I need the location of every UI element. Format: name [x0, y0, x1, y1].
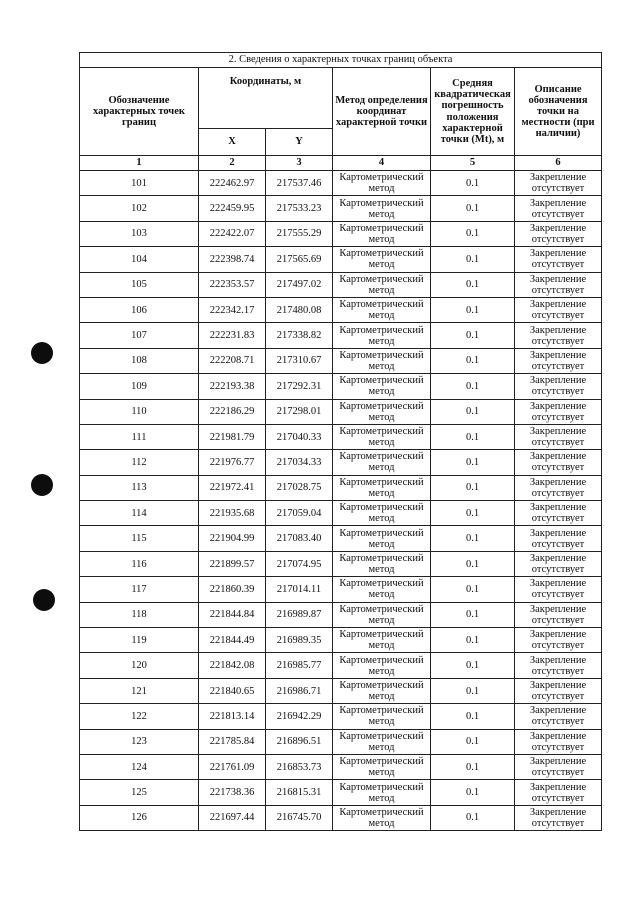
- cell-error: 0.1: [431, 424, 515, 449]
- cell-point: 110: [80, 399, 199, 424]
- cell-description: Закрепление отсутствует: [515, 272, 602, 297]
- cell-description: Закрепление отсутствует: [515, 805, 602, 830]
- cell-point: 101: [80, 171, 199, 196]
- cell-x: 222459.95: [199, 196, 266, 221]
- cell-y: 217028.75: [266, 475, 333, 500]
- cell-error: 0.1: [431, 399, 515, 424]
- table-row: [80, 704, 602, 729]
- cell-point: 114: [80, 501, 199, 526]
- cell-y: 216942.29: [266, 704, 333, 729]
- header-method: Метод определения координат характерной точки: [333, 68, 431, 156]
- cell-method: Картометрический метод: [333, 221, 431, 246]
- cell-y: 217298.01: [266, 399, 333, 424]
- cell-y: 216985.77: [266, 653, 333, 678]
- cell-method: Картометрический метод: [333, 729, 431, 754]
- cell-point: 116: [80, 551, 199, 576]
- header-description: Описание обозначения точки на местности (при наличии): [515, 68, 602, 156]
- cell-point: 106: [80, 297, 199, 322]
- cell-y: 217040.33: [266, 424, 333, 449]
- cell-description: Закрепление отсутствует: [515, 602, 602, 627]
- cell-point: 105: [80, 272, 199, 297]
- cell-point: 126: [80, 805, 199, 830]
- table-row: [80, 272, 602, 297]
- cell-y: 217014.11: [266, 577, 333, 602]
- cell-error: 0.1: [431, 729, 515, 754]
- cell-x: 221844.84: [199, 602, 266, 627]
- cell-description: Закрепление отсутствует: [515, 704, 602, 729]
- table-row: [80, 501, 602, 526]
- cell-y: 217074.95: [266, 551, 333, 576]
- cell-y: 217497.02: [266, 272, 333, 297]
- cell-description: Закрепление отсутствует: [515, 221, 602, 246]
- column-number: 6: [515, 156, 602, 171]
- cell-point: 108: [80, 348, 199, 373]
- cell-error: 0.1: [431, 805, 515, 830]
- cell-error: 0.1: [431, 526, 515, 551]
- cell-y: 216986.71: [266, 678, 333, 703]
- cell-description: Закрепление отсутствует: [515, 475, 602, 500]
- cell-description: Закрепление отсутствует: [515, 399, 602, 424]
- table-row: [80, 551, 602, 576]
- cell-y: 217034.33: [266, 450, 333, 475]
- cell-point: 121: [80, 678, 199, 703]
- cell-x: 222398.74: [199, 247, 266, 272]
- cell-point: 123: [80, 729, 199, 754]
- punch-hole: [33, 589, 55, 611]
- cell-point: 122: [80, 704, 199, 729]
- cell-point: 120: [80, 653, 199, 678]
- cell-error: 0.1: [431, 247, 515, 272]
- table-row: [80, 374, 602, 399]
- cell-x: 222208.71: [199, 348, 266, 373]
- cell-method: Картометрический метод: [333, 475, 431, 500]
- header-y: Y: [266, 129, 333, 156]
- punch-hole: [31, 474, 53, 496]
- cell-error: 0.1: [431, 323, 515, 348]
- cell-error: 0.1: [431, 577, 515, 602]
- cell-error: 0.1: [431, 221, 515, 246]
- section-caption: 2. Сведения о характерных точках границ объекта: [80, 53, 602, 68]
- cell-x: 221935.68: [199, 501, 266, 526]
- cell-description: Закрепление отсутствует: [515, 678, 602, 703]
- column-number: 4: [333, 156, 431, 171]
- cell-description: Закрепление отсутствует: [515, 171, 602, 196]
- cell-y: 216853.73: [266, 754, 333, 779]
- cell-method: Картометрический метод: [333, 526, 431, 551]
- cell-x: 222342.17: [199, 297, 266, 322]
- cell-y: 217533.23: [266, 196, 333, 221]
- cell-description: Закрепление отсутствует: [515, 424, 602, 449]
- cell-error: 0.1: [431, 196, 515, 221]
- table-row: [80, 196, 602, 221]
- cell-method: Картометрический метод: [333, 780, 431, 805]
- table-row: [80, 653, 602, 678]
- column-number: 1: [80, 156, 199, 171]
- cell-method: Картометрический метод: [333, 450, 431, 475]
- table-row: [80, 628, 602, 653]
- table-row: [80, 805, 602, 830]
- cell-method: Картометрический метод: [333, 348, 431, 373]
- cell-point: 112: [80, 450, 199, 475]
- table-row: [80, 678, 602, 703]
- table-row: [80, 348, 602, 373]
- table-row: [80, 526, 602, 551]
- cell-y: 217059.04: [266, 501, 333, 526]
- header-point: Обозначение характерных точек границ: [80, 68, 199, 156]
- cell-error: 0.1: [431, 653, 515, 678]
- column-number: 2: [199, 156, 266, 171]
- cell-x: 221844.49: [199, 628, 266, 653]
- cell-x: 222353.57: [199, 272, 266, 297]
- table-row: [80, 450, 602, 475]
- cell-y: 217537.46: [266, 171, 333, 196]
- table-row: [80, 754, 602, 779]
- cell-error: 0.1: [431, 272, 515, 297]
- punch-hole: [31, 342, 53, 364]
- cell-point: 115: [80, 526, 199, 551]
- cell-y: 217292.31: [266, 374, 333, 399]
- cell-error: 0.1: [431, 780, 515, 805]
- cell-point: 119: [80, 628, 199, 653]
- cell-error: 0.1: [431, 501, 515, 526]
- cell-description: Закрепление отсутствует: [515, 526, 602, 551]
- cell-y: 217310.67: [266, 348, 333, 373]
- cell-y: 217480.08: [266, 297, 333, 322]
- cell-point: 113: [80, 475, 199, 500]
- cell-x: 222462.97: [199, 171, 266, 196]
- cell-description: Закрепление отсутствует: [515, 754, 602, 779]
- cell-point: 103: [80, 221, 199, 246]
- cell-method: Картометрический метод: [333, 754, 431, 779]
- cell-y: 217565.69: [266, 247, 333, 272]
- cell-description: Закрепление отсутствует: [515, 577, 602, 602]
- header-coordinates: Координаты, м: [199, 68, 333, 129]
- cell-x: 221976.77: [199, 450, 266, 475]
- cell-point: 124: [80, 754, 199, 779]
- table-row: [80, 475, 602, 500]
- cell-x: 222231.83: [199, 323, 266, 348]
- cell-error: 0.1: [431, 678, 515, 703]
- column-number: 5: [431, 156, 515, 171]
- table-row: [80, 780, 602, 805]
- cell-y: 216989.35: [266, 628, 333, 653]
- cell-point: 104: [80, 247, 199, 272]
- header-error: Средняя квадратическая погрешность положения характерной точки (Mt), м: [431, 68, 515, 156]
- cell-description: Закрепление отсутствует: [515, 450, 602, 475]
- cell-description: Закрепление отсутствует: [515, 501, 602, 526]
- cell-description: Закрепление отсутствует: [515, 628, 602, 653]
- cell-method: Картометрический метод: [333, 424, 431, 449]
- cell-y: 216896.51: [266, 729, 333, 754]
- cell-point: 107: [80, 323, 199, 348]
- cell-description: Закрепление отсутствует: [515, 729, 602, 754]
- table-row: [80, 221, 602, 246]
- table-row: [80, 247, 602, 272]
- table-row: [80, 577, 602, 602]
- cell-y: 217555.29: [266, 221, 333, 246]
- table-row: [80, 171, 602, 196]
- cell-error: 0.1: [431, 374, 515, 399]
- cell-point: 102: [80, 196, 199, 221]
- header-x: X: [199, 129, 266, 156]
- cell-description: Закрепление отсутствует: [515, 551, 602, 576]
- cell-x: 222186.29: [199, 399, 266, 424]
- column-number: 3: [266, 156, 333, 171]
- cell-method: Картометрический метод: [333, 501, 431, 526]
- cell-description: Закрепление отсутствует: [515, 196, 602, 221]
- cell-method: Картометрический метод: [333, 247, 431, 272]
- cell-method: Картометрический метод: [333, 272, 431, 297]
- cell-method: Картометрический метод: [333, 399, 431, 424]
- cell-x: 221972.41: [199, 475, 266, 500]
- cell-error: 0.1: [431, 551, 515, 576]
- cell-point: 117: [80, 577, 199, 602]
- cell-description: Закрепление отсутствует: [515, 297, 602, 322]
- cell-method: Картометрический метод: [333, 602, 431, 627]
- cell-x: 221813.14: [199, 704, 266, 729]
- cell-error: 0.1: [431, 171, 515, 196]
- cell-x: 221761.09: [199, 754, 266, 779]
- table-row: [80, 729, 602, 754]
- table-row: [80, 424, 602, 449]
- cell-method: Картометрический метод: [333, 577, 431, 602]
- cell-x: 221697.44: [199, 805, 266, 830]
- cell-error: 0.1: [431, 297, 515, 322]
- cell-method: Картометрический метод: [333, 551, 431, 576]
- cell-description: Закрепление отсутствует: [515, 323, 602, 348]
- cell-y: 217338.82: [266, 323, 333, 348]
- cell-error: 0.1: [431, 602, 515, 627]
- cell-method: Картометрический метод: [333, 171, 431, 196]
- cell-method: Картометрический метод: [333, 323, 431, 348]
- cell-x: 221899.57: [199, 551, 266, 576]
- table-row: [80, 399, 602, 424]
- table-row: [80, 602, 602, 627]
- cell-method: Картометрический метод: [333, 805, 431, 830]
- cell-description: Закрепление отсутствует: [515, 653, 602, 678]
- cell-method: Картометрический метод: [333, 628, 431, 653]
- cell-x: 221981.79: [199, 424, 266, 449]
- cell-x: 221904.99: [199, 526, 266, 551]
- cell-x: 221738.36: [199, 780, 266, 805]
- cell-description: Закрепление отсутствует: [515, 348, 602, 373]
- cell-description: Закрепление отсутствует: [515, 247, 602, 272]
- cell-point: 111: [80, 424, 199, 449]
- cell-error: 0.1: [431, 628, 515, 653]
- cell-error: 0.1: [431, 450, 515, 475]
- cell-error: 0.1: [431, 704, 515, 729]
- cell-description: Закрепление отсутствует: [515, 780, 602, 805]
- cell-x: 221785.84: [199, 729, 266, 754]
- table-row: [80, 323, 602, 348]
- cell-x: 221842.08: [199, 653, 266, 678]
- cell-point: 125: [80, 780, 199, 805]
- cell-y: 216815.31: [266, 780, 333, 805]
- cell-point: 118: [80, 602, 199, 627]
- cell-error: 0.1: [431, 754, 515, 779]
- cell-y: 216989.87: [266, 602, 333, 627]
- cell-y: 217083.40: [266, 526, 333, 551]
- table-row: [80, 297, 602, 322]
- cell-method: Картометрический метод: [333, 704, 431, 729]
- cell-method: Картометрический метод: [333, 678, 431, 703]
- cell-x: 221860.39: [199, 577, 266, 602]
- cell-x: 222422.07: [199, 221, 266, 246]
- boundary-points-table: [79, 52, 602, 831]
- cell-y: 216745.70: [266, 805, 333, 830]
- cell-method: Картометрический метод: [333, 374, 431, 399]
- cell-point: 109: [80, 374, 199, 399]
- cell-method: Картометрический метод: [333, 653, 431, 678]
- cell-method: Картометрический метод: [333, 297, 431, 322]
- cell-method: Картометрический метод: [333, 196, 431, 221]
- cell-x: 221840.65: [199, 678, 266, 703]
- cell-error: 0.1: [431, 475, 515, 500]
- cell-x: 222193.38: [199, 374, 266, 399]
- cell-description: Закрепление отсутствует: [515, 374, 602, 399]
- cell-error: 0.1: [431, 348, 515, 373]
